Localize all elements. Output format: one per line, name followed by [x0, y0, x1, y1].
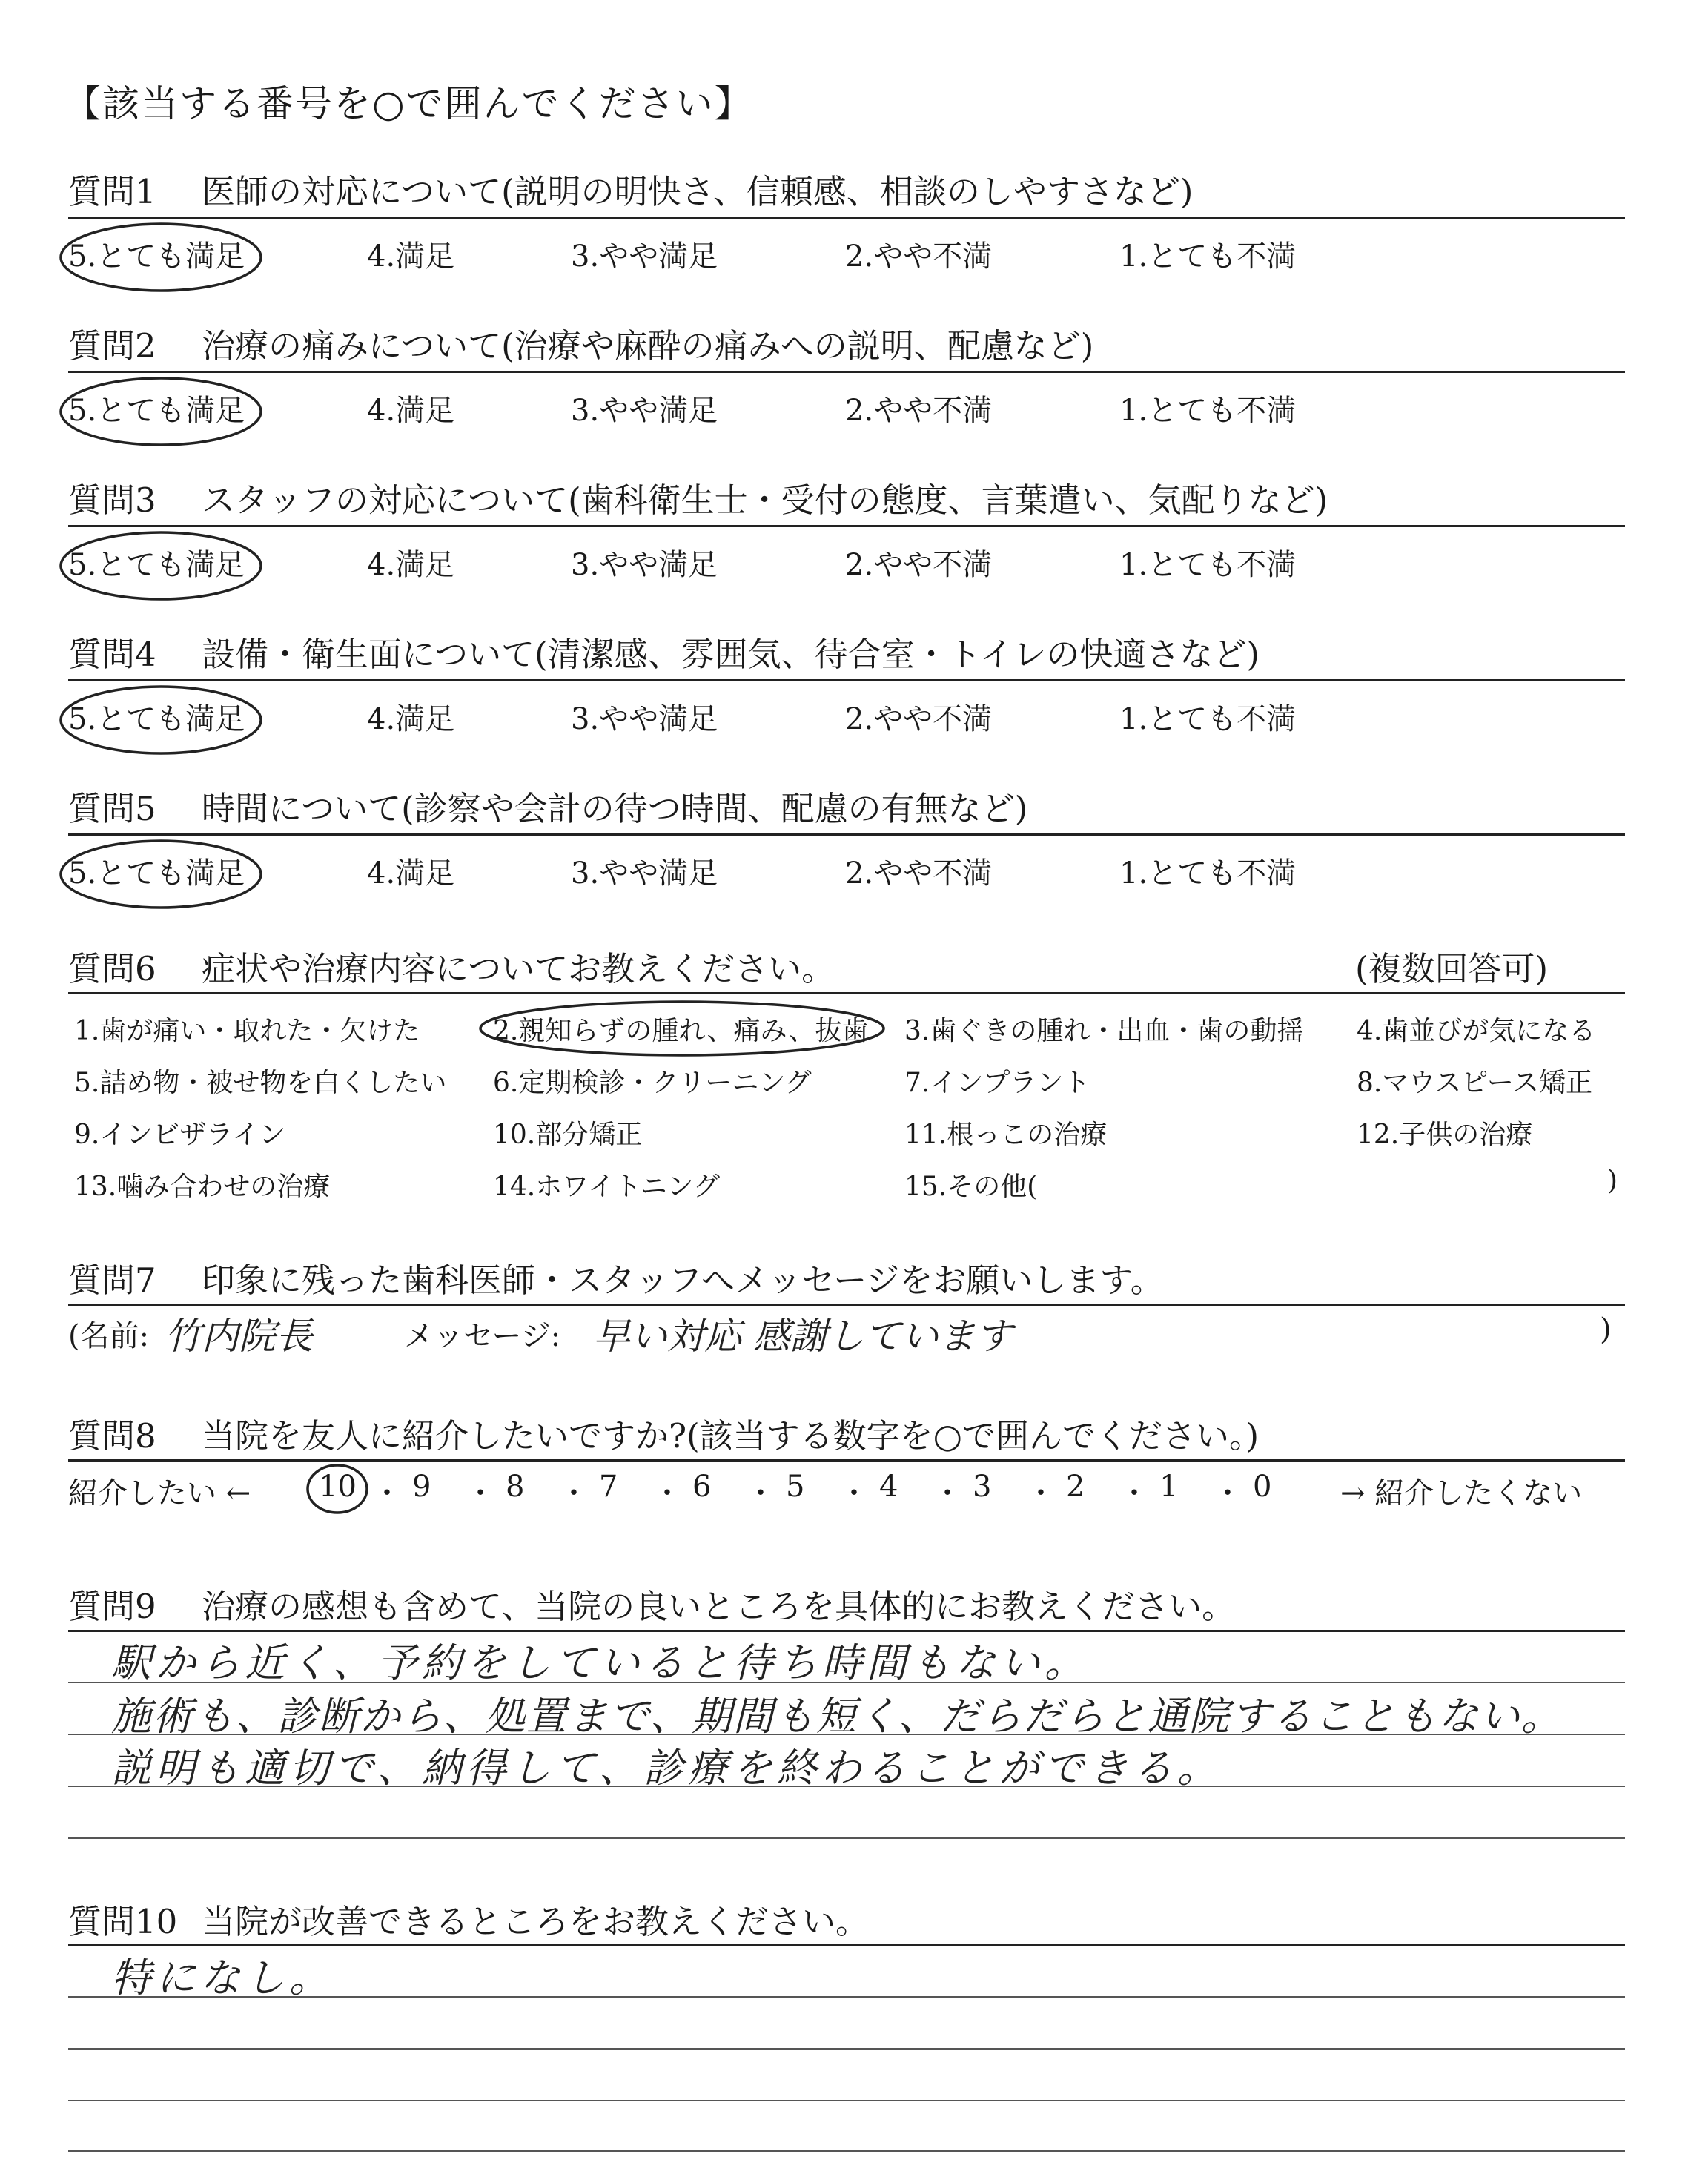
- q6-option[interactable]: 2.親知らずの腫れ、痛み、抜歯: [493, 1016, 869, 1046]
- q8-scale-separator: ・: [1119, 1476, 1149, 1510]
- q8-scale-value[interactable]: 0: [1253, 1470, 1272, 1504]
- q8-scale-value[interactable]: 4: [879, 1470, 898, 1504]
- rating-selection-circle: [53, 371, 268, 452]
- q8-scale-separator: ・: [839, 1476, 869, 1510]
- q6-option[interactable]: 12.子供の治療: [1357, 1120, 1533, 1150]
- rating-option[interactable]: 3.やや満足: [571, 548, 718, 582]
- q7-text: 印象に残った歯科医師・スタッフへメッセージをお願いします。: [202, 1261, 1164, 1300]
- q7-name-label: (名前:: [68, 1319, 150, 1353]
- rating-option[interactable]: 3.やや満足: [571, 856, 718, 891]
- question-label: 質問2: [68, 326, 156, 366]
- q10-line: [68, 2048, 1625, 2050]
- q9-answer-line: 施術も、診断から、処置まで、期間も短く、だらだらと通院することもない。: [111, 1693, 1563, 1740]
- question-text: 治療の痛みについて(治療や麻酔の痛みへの説明、配慮など): [202, 326, 1094, 366]
- q6-option[interactable]: 5.詰め物・被せ物を白くしたい: [74, 1068, 447, 1098]
- q10-label: 質問10: [68, 1902, 178, 1941]
- q6-rule: [68, 992, 1625, 994]
- q6-selection-circle: [474, 995, 890, 1062]
- question-rule: [68, 525, 1625, 527]
- q6-option[interactable]: ): [1607, 1166, 1618, 1196]
- rating-selection-circle: [53, 217, 268, 298]
- q6-option[interactable]: 4.歯並びが気になる: [1357, 1016, 1596, 1046]
- q8-text: 当院を友人に紹介したいですか?(該当する数字を○で囲んでください。): [202, 1416, 1260, 1456]
- rating-option[interactable]: 4.満足: [367, 702, 455, 736]
- q8-scale-value[interactable]: 10: [319, 1470, 357, 1504]
- q6-option[interactable]: 7.インプラント: [904, 1068, 1090, 1098]
- q7-message-label: メッセージ:: [404, 1319, 561, 1353]
- q8-scale-value[interactable]: 8: [506, 1470, 525, 1504]
- q8-scale-separator: ・: [1213, 1476, 1242, 1510]
- question-label: 質問5: [68, 789, 156, 828]
- rating-option[interactable]: 1.とても不満: [1119, 856, 1297, 891]
- q8-left-label: 紹介したい ←: [68, 1476, 251, 1510]
- rating-option[interactable]: 5.とても満足: [68, 394, 245, 428]
- q8-scale-value[interactable]: 5: [786, 1470, 805, 1504]
- q8-scale-value[interactable]: 3: [973, 1470, 992, 1504]
- rating-option[interactable]: 5.とても満足: [68, 702, 245, 736]
- rating-option[interactable]: 1.とても不満: [1119, 240, 1297, 274]
- rating-option[interactable]: 3.やや満足: [571, 394, 718, 428]
- q6-option[interactable]: 6.定期検診・クリーニング: [493, 1068, 812, 1098]
- rating-option[interactable]: 3.やや満足: [571, 702, 718, 736]
- q6-option[interactable]: 9.インビザライン: [74, 1120, 286, 1150]
- rating-option[interactable]: 3.やや満足: [571, 240, 718, 274]
- q6-note: (複数回答可): [1355, 949, 1549, 988]
- question-label: 質問4: [68, 635, 156, 674]
- q8-label: 質問8: [68, 1416, 156, 1456]
- q8-scale-value[interactable]: 7: [599, 1470, 618, 1504]
- q6-option[interactable]: 14.ホワイトニング: [493, 1172, 721, 1202]
- q6-option[interactable]: 13.噛み合わせの治療: [74, 1172, 331, 1202]
- q6-option[interactable]: 8.マウスピース矯正: [1357, 1068, 1593, 1098]
- q8-scale-separator: ・: [559, 1476, 589, 1510]
- question-rule: [68, 679, 1625, 681]
- q6-option[interactable]: 3.歯ぐきの腫れ・出血・歯の動揺: [904, 1016, 1304, 1046]
- q6-option[interactable]: 15.その他(: [904, 1172, 1038, 1202]
- rating-option[interactable]: 2.やや不満: [845, 548, 993, 582]
- question-rule: [68, 371, 1625, 373]
- rating-option[interactable]: 5.とても満足: [68, 856, 245, 891]
- q7-name-value: 竹内院長: [165, 1315, 313, 1358]
- q6-label: 質問6: [68, 949, 156, 988]
- q8-scale-separator: ・: [746, 1476, 775, 1510]
- q10-line: [68, 2100, 1625, 2101]
- q10-text: 当院が改善できるところをお教えください。: [202, 1902, 870, 1941]
- q6-option[interactable]: 10.部分矯正: [493, 1120, 643, 1150]
- q7-close-paren: ): [1600, 1312, 1612, 1347]
- rating-option[interactable]: 2.やや不満: [845, 240, 993, 274]
- q8-scale-value[interactable]: 6: [692, 1470, 712, 1504]
- q8-scale-value[interactable]: 9: [412, 1470, 431, 1504]
- q9-answer-line: 説明も適切で、納得して、診療を終わることができる。: [111, 1745, 1222, 1791]
- page-title: 【該当する番号を○で囲んでください】: [64, 82, 753, 125]
- question-rule: [68, 217, 1625, 219]
- q9-answer-line: 駅から近く、予約をしていると待ち時間もない。: [111, 1639, 1089, 1686]
- rating-option[interactable]: 2.やや不満: [845, 702, 993, 736]
- question-text: 医師の対応について(説明の明快さ、信頼感、相談のしやすさなど): [202, 172, 1194, 211]
- q7-message-value: 早い対応 感謝しています: [593, 1315, 1013, 1358]
- q8-scale-value[interactable]: 1: [1159, 1470, 1179, 1504]
- q8-right-label: → 紹介したくない: [1340, 1476, 1583, 1510]
- rating-option[interactable]: 5.とても満足: [68, 240, 245, 274]
- question-label: 質問1: [68, 172, 156, 211]
- q9-label: 質問9: [68, 1587, 156, 1626]
- rating-selection-circle: [53, 679, 268, 761]
- rating-option[interactable]: 1.とても不満: [1119, 394, 1297, 428]
- rating-selection-circle: [53, 525, 268, 607]
- rating-option[interactable]: 4.満足: [367, 548, 455, 582]
- q8-scale-value[interactable]: 2: [1066, 1470, 1085, 1504]
- rating-option[interactable]: 1.とても不満: [1119, 548, 1297, 582]
- question-rule: [68, 833, 1625, 836]
- rating-option[interactable]: 5.とても満足: [68, 548, 245, 582]
- rating-option[interactable]: 2.やや不満: [845, 856, 993, 891]
- q6-option[interactable]: 1.歯が痛い・取れた・欠けた: [74, 1016, 420, 1046]
- q9-text: 治療の感想も含めて、当院の良いところを具体的にお教えください。: [202, 1587, 1236, 1626]
- q10-answer-line: 特になし。: [111, 1955, 334, 2001]
- question-text: 設備・衛生面について(清潔感、雰囲気、待合室・トイレの快適さなど): [202, 635, 1260, 674]
- q7-label: 質問7: [68, 1261, 156, 1300]
- q6-text: 症状や治療内容についてお教えください。: [202, 949, 835, 988]
- rating-selection-circle: [53, 833, 268, 915]
- q8-selection-circle: [300, 1461, 374, 1520]
- question-text: 時間について(診察や会計の待つ時間、配慮の有無など): [202, 789, 1028, 828]
- q7-rule: [68, 1304, 1625, 1306]
- rating-option[interactable]: 4.満足: [367, 856, 455, 891]
- rating-option[interactable]: 4.満足: [367, 240, 455, 274]
- q10-line: [68, 2150, 1625, 2152]
- question-text: スタッフの対応について(歯科衛生士・受付の態度、言葉遣い、気配りなど): [202, 480, 1328, 520]
- q8-scale-separator: ・: [466, 1476, 495, 1510]
- q6-option[interactable]: 11.根っこの治療: [904, 1120, 1108, 1150]
- q8-scale-separator: ・: [372, 1476, 402, 1510]
- q8-scale-separator: ・: [1026, 1476, 1056, 1510]
- rating-option[interactable]: 1.とても不満: [1119, 702, 1297, 736]
- question-label: 質問3: [68, 480, 156, 520]
- q9-line: [68, 1837, 1625, 1839]
- rating-option[interactable]: 4.満足: [367, 394, 455, 428]
- q8-scale-separator: ・: [652, 1476, 682, 1510]
- rating-option[interactable]: 2.やや不満: [845, 394, 993, 428]
- q8-scale-separator: ・: [933, 1476, 962, 1510]
